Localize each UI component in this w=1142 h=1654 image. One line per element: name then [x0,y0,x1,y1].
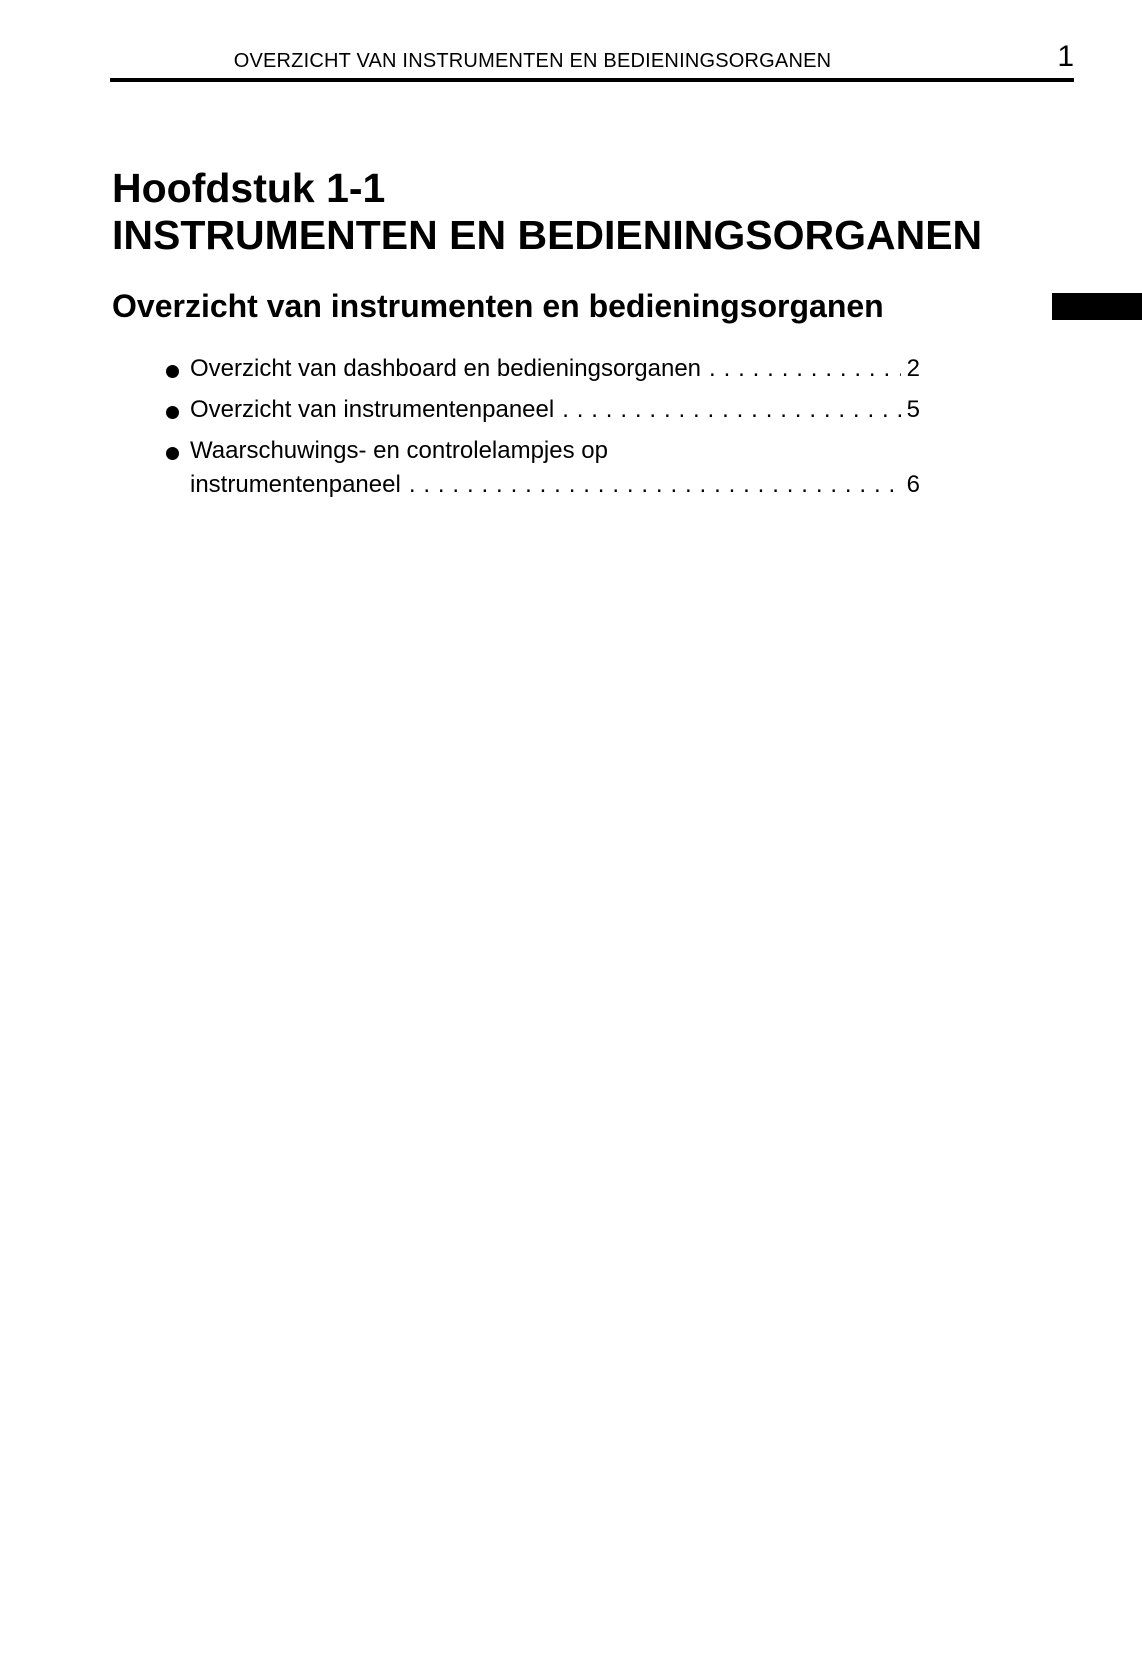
running-header [110,40,1074,78]
page-number: 1 [1057,40,1074,73]
section-heading: Overzicht van instrumenten en bedieningsorganen [112,288,884,324]
toc-entry-text: Overzicht van instrumentenpaneel [190,396,555,423]
dot-leader [409,468,901,502]
toc-entry-text: Overzicht van dashboard en bedieningsorganen [190,355,702,382]
toc-entry[interactable] [160,352,920,386]
chapter-title-heading: INSTRUMENTEN EN BEDIENINGSORGANEN [112,212,983,258]
table-of-contents [160,352,920,502]
toc-entry-text-line2: instrumentenpaneel [190,471,401,498]
toc-entry-page: 2 [906,355,920,382]
toc-entry[interactable] [160,393,920,427]
running-header-title: OVERZICHT VAN INSTRUMENTEN EN BEDIENINGSORGANEN [233,50,832,72]
dot-leader [709,352,901,386]
chapter-thumb-tab [1052,293,1142,320]
bullet-icon [166,365,179,378]
toc-entry-page: 5 [906,396,920,423]
header-rule [110,78,1074,82]
toc-entry[interactable] [160,434,920,502]
bullet-icon [166,447,179,460]
chapter-number-heading: Hoofdstuk 1-1 [112,165,386,211]
dot-leader [562,393,900,427]
toc-entry-text-line1: Waarschuwings- en controlelampjes op [190,437,608,464]
toc-entry-page: 6 [906,471,920,498]
bullet-icon [166,406,179,419]
